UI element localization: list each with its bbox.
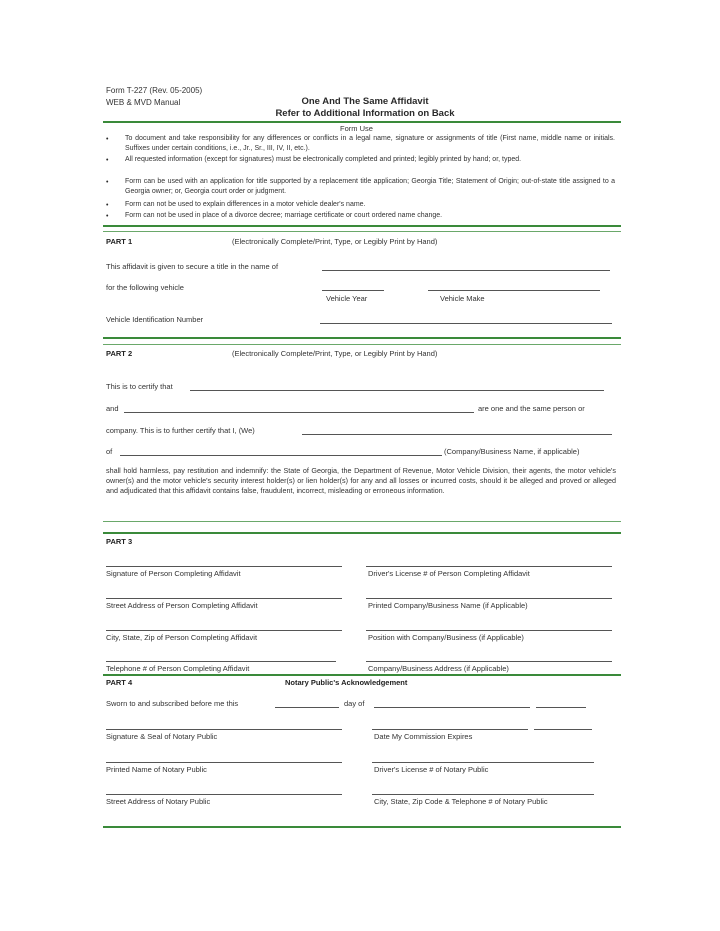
notary-name-field[interactable] xyxy=(106,762,342,763)
field-label: Signature & Seal of Notary Public xyxy=(106,732,218,741)
field-label: City, State, Zip of Person Completing Affidavit xyxy=(106,633,258,642)
divider xyxy=(103,521,621,522)
part1-instruction: (Electronically Complete/Print, Type, or Legibly Print by Hand) xyxy=(232,237,438,246)
drivers-license-field[interactable] xyxy=(366,566,612,567)
notary-license-field[interactable] xyxy=(372,762,594,763)
field-label: Printed Company/Business Name (if Applicable) xyxy=(368,601,528,610)
form-use-bullet: All requested information (except for signatures) must be electronically completed and printed; legibly printed by hand; or, typed. xyxy=(125,156,522,163)
position-field[interactable] xyxy=(366,630,612,631)
bullet-icon: • xyxy=(106,213,109,220)
street-address-field[interactable] xyxy=(106,598,342,599)
vin-field[interactable] xyxy=(320,323,612,324)
sworn-label: Sworn to and subscribed before me this xyxy=(106,699,239,708)
divider xyxy=(103,532,621,534)
commission-year-field[interactable] xyxy=(534,729,592,730)
part2-label: PART 2 xyxy=(106,349,133,358)
vehicle-year-label: Vehicle Year xyxy=(326,294,368,303)
divider xyxy=(103,674,621,676)
field-label: Telephone # of Person Completing Affidavit xyxy=(106,664,250,673)
company-name-field[interactable] xyxy=(120,455,442,456)
owner-name-field[interactable] xyxy=(322,270,610,271)
indemnity-paragraph: shall hold harmless, pay restitution and indemnify: the State of Georgia, the Department of Revenue, Motor Vehicle Division, their agents, the motor vehicle's owner(s) and the motor vehicle's security interest holder(s) or lien holder(s) for any and all losses or incurred costs, should it be alleged and proved or alleged and adjudicated that this affidavit contains false, fraudulent, incorrect, misleading or erroneous information. xyxy=(106,466,616,495)
divider xyxy=(103,231,621,232)
city-state-zip-field[interactable] xyxy=(106,630,342,631)
manual-name: WEB & MVD Manual xyxy=(106,98,181,107)
vehicle-make-label: Vehicle Make xyxy=(440,294,485,303)
field-label: City, State, Zip Code & Telephone # of Notary Public xyxy=(374,797,548,806)
form-use-heading: Form Use xyxy=(340,124,373,133)
bullet-icon: • xyxy=(106,179,109,186)
part2-instruction: (Electronically Complete/Print, Type, or Legibly Print by Hand) xyxy=(232,349,438,358)
field-label: Street Address of Person Completing Affidavit xyxy=(106,601,258,610)
certify-label: This is to certify that xyxy=(106,382,173,391)
part3-label: PART 3 xyxy=(106,537,133,546)
field-label: Position with Company/Business (if Applicable) xyxy=(368,633,524,642)
company-applicable-label: (Company/Business Name, if applicable) xyxy=(444,447,580,456)
commission-date-field[interactable] xyxy=(372,729,528,730)
bullet-icon: • xyxy=(106,136,109,143)
part1-label: PART 1 xyxy=(106,237,133,246)
of-label: of xyxy=(106,447,113,456)
form-title: One And The Same Affidavit xyxy=(301,96,429,107)
form-use-bullet: Form can not be used to explain differences in a motor vehicle dealer's name. xyxy=(125,201,366,208)
footer-divider xyxy=(103,826,621,828)
secure-title-label: This affidavit is given to secure a title in the name of xyxy=(106,262,279,271)
certify-name-field[interactable] xyxy=(190,390,604,391)
part4-label: PART 4 xyxy=(106,678,133,687)
field-label: Driver's License # of Person Completing Affidavit xyxy=(368,569,530,578)
telephone-field[interactable] xyxy=(106,661,336,662)
affiant-name-field[interactable] xyxy=(302,434,612,435)
and-label: and xyxy=(106,404,119,413)
field-label: Signature of Person Completing Affidavit xyxy=(106,569,241,578)
field-label: Printed Name of Notary Public xyxy=(106,765,207,774)
form-use-bullet: Form can not be used in place of a divorce decree; marriage certificate or court ordered name change. xyxy=(125,212,443,219)
company-label: company. This is to further certify that I, (We) xyxy=(106,426,255,435)
form-subtitle: Refer to Additional Information on Back xyxy=(275,108,455,119)
second-name-field[interactable] xyxy=(124,412,474,413)
form-use-bullet: To document and take responsibility for any differences or conflicts in a legal name, signature or assignments of title (First name, middle name or initials. Suffixes under certain conditions, i.e., Jr., Sr., III, IV, II, etc.). xyxy=(125,135,615,152)
form-number: Form T-227 (Rev. 05-2005) xyxy=(106,86,203,95)
day-of-label: day of xyxy=(344,699,365,708)
bullet-icon: • xyxy=(106,157,109,164)
same-person-label: are one and the same person or xyxy=(478,404,585,413)
header-divider xyxy=(103,121,621,123)
signature-field[interactable] xyxy=(106,566,342,567)
sworn-year-field[interactable] xyxy=(536,707,586,708)
bullet-icon: • xyxy=(106,202,109,209)
form-use-bullet: Form can be used with an application for title supported by a replacement title application; Georgia Title; Statement of Origin; out-of-state title assigned to a Georgia owner; or, Georgia court order or judgment. xyxy=(125,178,615,195)
notary-heading: Notary Public's Acknowledgement xyxy=(285,678,408,687)
vehicle-label: for the following vehicle xyxy=(106,283,184,292)
notary-address-field[interactable] xyxy=(106,794,342,795)
vehicle-make-field[interactable] xyxy=(428,290,600,291)
field-label: Driver's License # of Notary Public xyxy=(374,765,489,774)
vin-label: Vehicle Identification Number xyxy=(106,315,204,324)
field-label: Company/Business Address (if Applicable) xyxy=(368,664,509,673)
divider xyxy=(103,337,621,339)
company-name-field[interactable] xyxy=(366,598,612,599)
sworn-day-field[interactable] xyxy=(275,707,339,708)
sworn-month-field[interactable] xyxy=(374,707,530,708)
field-label: Date My Commission Expires xyxy=(374,732,473,741)
company-address-field[interactable] xyxy=(366,661,612,662)
notary-signature-field[interactable] xyxy=(106,729,342,730)
notary-city-field[interactable] xyxy=(372,794,594,795)
field-label: Street Address of Notary Public xyxy=(106,797,211,806)
divider xyxy=(103,344,621,345)
divider xyxy=(103,225,621,227)
vehicle-year-field[interactable] xyxy=(322,290,384,291)
